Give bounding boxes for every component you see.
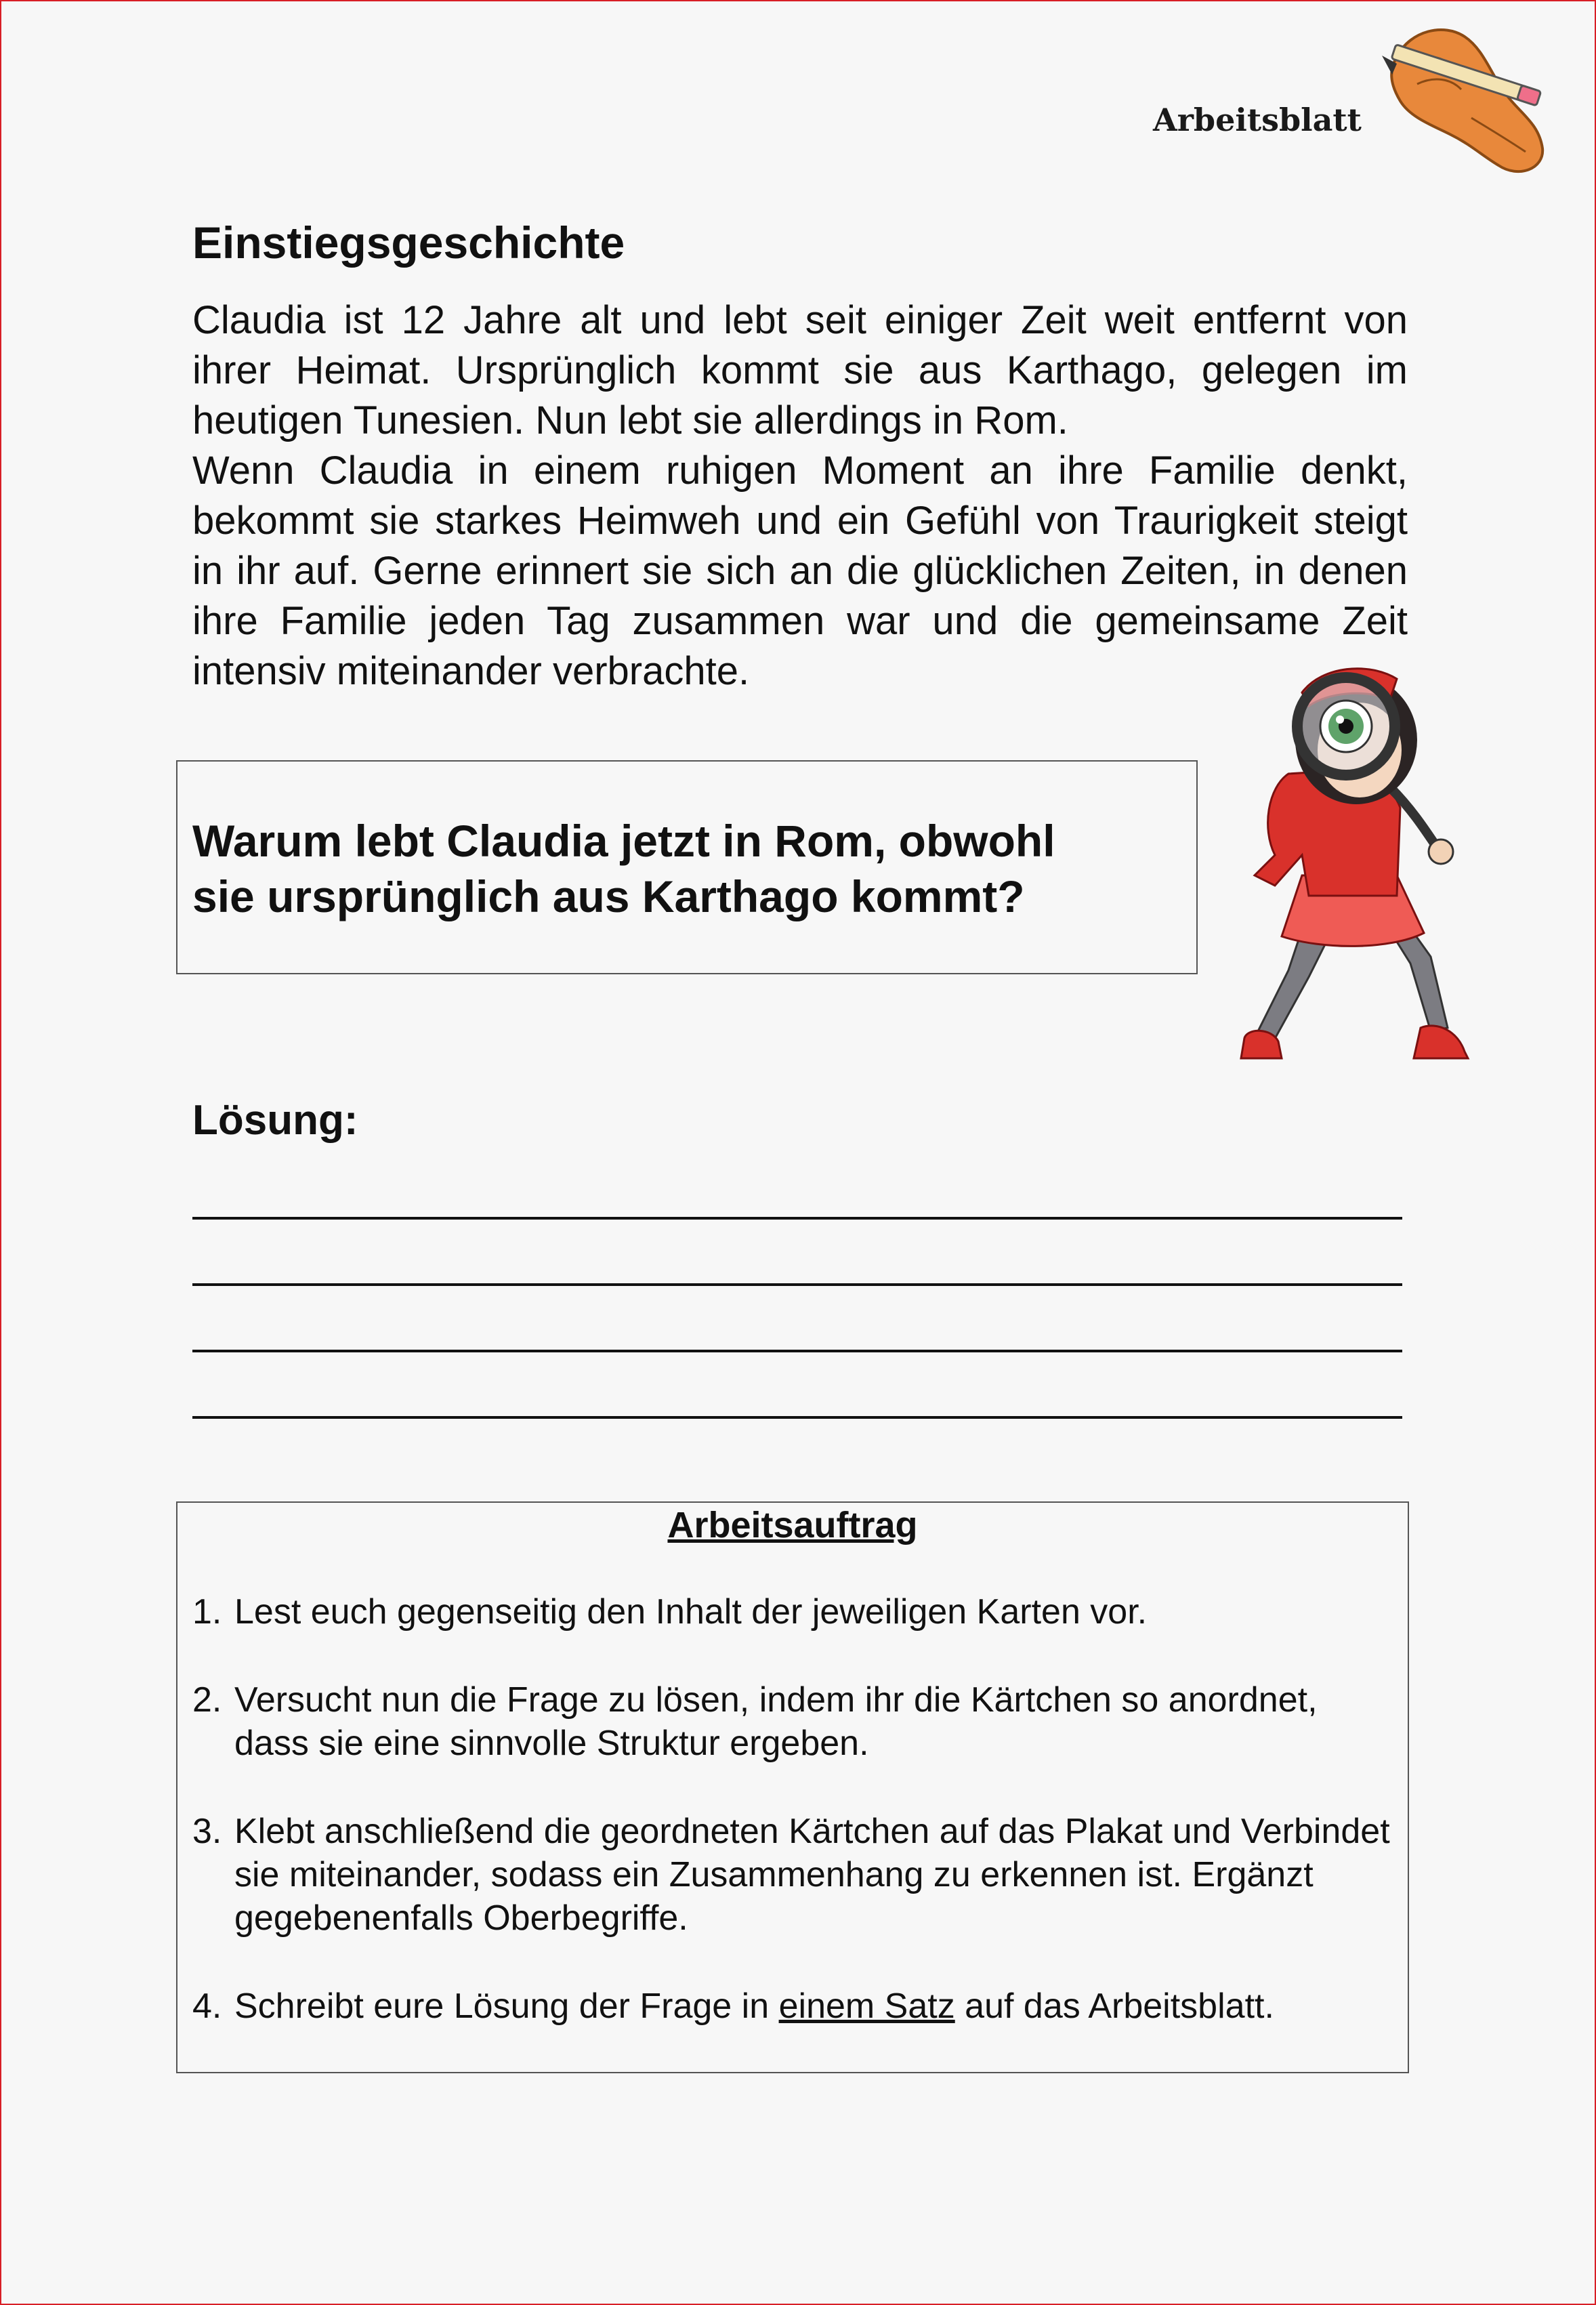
question-line-1: Warum lebt Claudia jetzt in Rom, obwohl bbox=[192, 816, 1055, 866]
intro-paragraph-2: Wenn Claudia in einem ruhigen Moment an ihre Familie denkt, bekommt sie starkes Heimweh und ein Gefühl von Traurigkeit steigt in ihr auf. Gerne erinnert sie sich an die glücklichen Zeiten, in denen ihre Familie jeden Tag zusammen war und die gemeinsame Zeit intensiv miteinander verbrachte. bbox=[192, 449, 1408, 693]
solution-label: Lösung: bbox=[192, 1097, 358, 1144]
intro-story bbox=[192, 295, 1408, 697]
task-number: 3. bbox=[192, 1812, 222, 1851]
task-text: Versucht nun die Frage zu lösen, indem ihr die Kärtchen so anordnet, dass sie eine sinnvolle Struktur ergeben. bbox=[234, 1680, 1318, 1763]
intro-paragraph-1: Claudia ist 12 Jahre alt und lebt seit einiger Zeit weit entfernt von ihrer Heimat. Ursprünglich kommt sie aus Karthago, gelegen im heutigen Tunesien. Nun lebt sie allerdings in Rom. bbox=[192, 298, 1408, 442]
task-item-4 bbox=[192, 1985, 1398, 2028]
answer-line-4[interactable] bbox=[192, 1416, 1402, 1419]
answer-line-1[interactable] bbox=[192, 1217, 1402, 1220]
task-number: 4. bbox=[192, 1987, 222, 2026]
hand-writing-pencil-icon bbox=[1370, 16, 1553, 186]
question-line-2: sie ursprünglich aus Karthago kommt? bbox=[192, 871, 1025, 921]
worksheet-label: Arbeitsblatt bbox=[1153, 102, 1362, 138]
task-number: 1. bbox=[192, 1592, 222, 1632]
task-item-2 bbox=[192, 1678, 1398, 1765]
task-text: Lest euch gegenseitig den Inhalt der jeweiligen Karten vor. bbox=[234, 1592, 1148, 1632]
task-text-underlined: einem Satz bbox=[778, 1987, 955, 2026]
answer-line-3[interactable] bbox=[192, 1350, 1402, 1352]
task-number: 2. bbox=[192, 1680, 222, 1720]
task-title: Arbeitsauftrag bbox=[667, 1505, 918, 1545]
task-text-after: auf das Arbeitsblatt. bbox=[954, 1987, 1274, 2026]
intro-heading: Einstiegsgeschichte bbox=[192, 217, 625, 268]
task-list bbox=[192, 1590, 1398, 2073]
answer-line-2[interactable] bbox=[192, 1283, 1402, 1286]
task-item-3 bbox=[192, 1810, 1398, 1940]
question-text bbox=[192, 813, 1181, 924]
task-item-1 bbox=[192, 1590, 1398, 1634]
question-box bbox=[176, 760, 1198, 974]
task-text-before: Schreibt eure Lösung der Frage in bbox=[234, 1987, 779, 2026]
detective-girl-illustration bbox=[1207, 652, 1492, 1072]
task-text: Klebt anschließend die geordneten Kärtchen auf das Plakat und Verbindet sie miteinander, sodass ein Zusammenhang zu erkennen ist. Ergänzt gegebenenfalls Oberbegriffe. bbox=[234, 1812, 1390, 1938]
